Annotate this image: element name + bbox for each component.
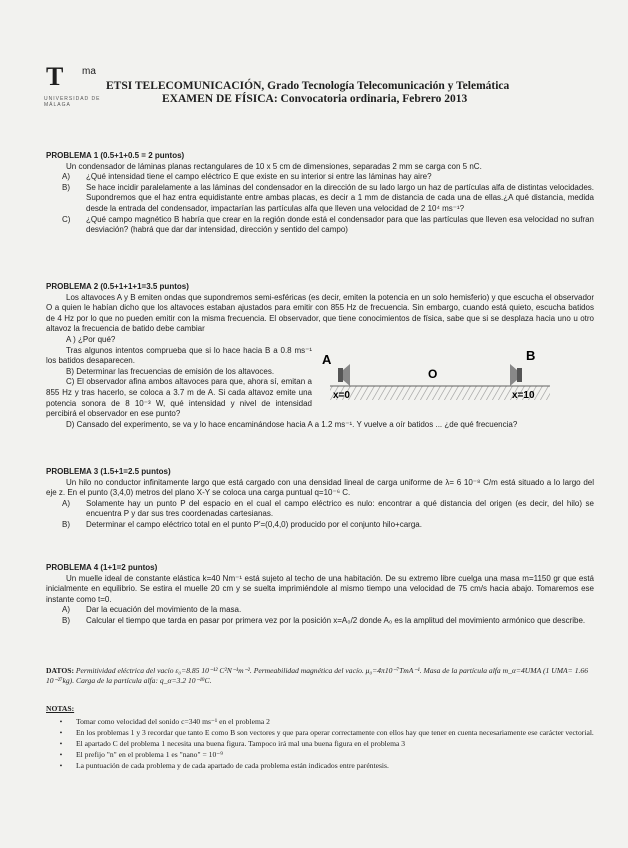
problem-1-item: [62, 215, 594, 236]
notes-section: [46, 703, 594, 771]
problem-1: [46, 151, 594, 236]
bullet-icon: •: [59, 717, 63, 726]
item-text: Solamente hay un punto P del espacio en el cual el campo eléctrico es nulo: encontrar a qué distancia del origen (es decir, del hilo) se encuentra P y dar sus tres coordenadas cartesianas.: [86, 498, 594, 519]
note-text: El prefijo "n" en el problema 1 es "nano" = 10⁻⁹: [76, 750, 223, 759]
logo-subtitle: UNIVERSIDAD DE MÁLAGA: [44, 96, 101, 108]
note-item: [46, 738, 594, 749]
item-text: Dar la ecuación del movimiento de la masa.: [86, 605, 242, 615]
problem-4-title: PROBLEMA 4 (1+1=2 puntos): [46, 563, 158, 572]
bullet-icon: •: [59, 750, 63, 759]
logo-suffix: ma: [82, 66, 96, 77]
note-text: Tomar como velocidad del sonido c=340 ms⁻¹ en el problema 2: [76, 717, 270, 726]
data-text: Permitividad eléctrica del vacío ε₀=8.85 10⁻¹² C²N⁻¹m⁻². Permeabilidad magnética del vacío. μ₀=4π10⁻⁷TmA⁻¹. Masa de la partícula alfa m_α=4UMA (1 UMA= 1.66 10⁻²⁷kg). Carga de la partícula alfa: q_α=3.2 10⁻¹⁹C.: [46, 666, 588, 685]
note-text: En los problemas 1 y 3 recordar que tanto E como B son vectores y que para operar correctamente con ellos hay que tener en cuenta necesariamente ese carácter vectorial.: [76, 728, 594, 737]
item-text: ¿Qué intensidad tiene el campo eléctrico E que existe en su interior si entre las láminas hay aire?: [86, 172, 432, 182]
bullet-icon: •: [59, 728, 63, 737]
note-item: [46, 727, 594, 738]
speaker-b-icon: [510, 364, 522, 386]
item-label: A): [62, 498, 70, 508]
problem-2-title: PROBLEMA 2 (0.5+1+1+1=3.5 puntos): [46, 282, 189, 291]
problem-2-left-column: [46, 335, 312, 420]
problem-1-item: [62, 172, 594, 183]
header-line-2: EXAMEN DE FÍSICA: Convocatoria ordinaria, Febrero 2013: [162, 93, 468, 105]
problem-4-intro: Un muelle ideal de constante elástica k=40 Nm⁻¹ está sujeto al techo de una habitación. De su extremo libre cuelga una masa m=1150 gr que está inicialmente en equilibrio. Se estira el muelle 20 cm y se suelta imprimiéndole al mismo tiempo una velocidad de 75 cm/s hacia abajo. Tomaremos ese instante como t=0.: [46, 573, 594, 604]
position-right-label: x=10: [512, 390, 535, 401]
problem-4-item: [62, 616, 594, 627]
problem-2-question-c: C) El observador afina ambos altavoces para que, ahora sí, emitan a 855 Hz y tras hacerlo, se coloca a 3.7 m de A. Si cada altavoz emite una potencia sonora de 8 10⁻³ W, qué intensidad y nivel de intensidad percibirá el observador en ese punto?: [46, 377, 312, 419]
note-text: La puntuación de cada problema y de cada apartado de cada problema están indicados entre paréntesis.: [76, 761, 389, 770]
data-label: DATOS:: [46, 666, 74, 675]
note-item: [46, 749, 594, 760]
item-label: B): [62, 519, 70, 529]
speaker-a-icon: [338, 364, 350, 386]
bullet-icon: •: [59, 739, 63, 748]
item-label: A): [62, 172, 70, 182]
problem-3-title: PROBLEMA 3 (1.5+1=2.5 puntos): [46, 467, 171, 476]
item-text: Determinar el campo eléctrico total en el punto P'=(0,4,0) producido por el conjunto hilo+carga.: [86, 519, 422, 529]
item-text: ¿Qué campo magnético B habría que crear en la región donde está el condensador para que las partículas que lleven esa velocidad no sufran desviación? (habrá que dar dar intensidad, dirección y sentido del campo): [86, 214, 594, 235]
problem-2-intro: Los altavoces A y B emiten ondas que supondremos semi-esféricas (es decir, emiten la potencia en un solo hemisferio) y que escucha el observador O a quien le habían dicho que los altavoces estaban ajustados para emitir con 855 Hz de frecuencia. Sin embargo, cuando está quieto, escucha batidos de 4 Hz por lo que no pueden emitir con la misma frecuencia. El observador, que tiene conocimientos de física, sabe que si se desplaza hacia uno u otro altavoz la frecuencia de batido debe cambiar: [46, 292, 594, 334]
university-logo: [44, 64, 104, 112]
problem-1-item: [62, 183, 594, 215]
note-item: [46, 716, 594, 727]
bullet-icon: •: [59, 761, 63, 770]
item-label: A): [62, 605, 70, 615]
problem-2-statement: Tras algunos intentos comprueba que si lo hace hacia B a 0.8 ms⁻¹ los batidos desaparecen.: [46, 345, 312, 366]
speakers-diagram: [300, 348, 560, 406]
item-label: B): [62, 182, 70, 192]
problem-4: [46, 563, 594, 627]
speaker-a-label: A: [322, 352, 332, 367]
header-line-1: ETSI TELECOMUNICACIÓN, Grado Tecnología Telecomunicación y Telemática: [106, 80, 510, 92]
exam-header: [106, 80, 576, 106]
note-item: [46, 760, 594, 771]
problem-3: [46, 467, 594, 531]
problem-3-item: [62, 520, 594, 531]
item-text: Calcular el tiempo que tarda en pasar por primera vez por la posición x=A₀/2 donde A₀ es la amplitud del movimiento armónico que describe.: [86, 615, 586, 625]
problem-2-question-d: D) Cansado del experimento, se va y lo hace encaminándose hacia A a 1.2 ms⁻¹. Y vuelve a oír batidos ... ¿de qué frecuencia?: [66, 419, 518, 429]
notes-title: NOTAS:: [46, 704, 75, 713]
position-left-label: x=0: [333, 390, 350, 401]
speaker-b-label: B: [526, 348, 536, 363]
problem-1-intro: Un condensador de láminas planas rectangulares de 10 x 5 cm de dimensiones, separadas 2 mm se carga con 5 nC.: [66, 161, 482, 171]
problem-3-intro: Un hilo no conductor infinitamente largo que está cargado con una densidad lineal de carga uniforme de λ= 6 10⁻⁸ C/m está situado a lo largo del eje z. En el punto (3,4,0) metros del plano X-Y se coloca una carga puntual q=10⁻⁶ C.: [46, 477, 594, 498]
item-label: C): [62, 214, 71, 224]
problem-2-question-a: A ) ¿Por qué?: [66, 334, 116, 344]
item-label: B): [62, 615, 70, 625]
problem-3-item: [62, 499, 594, 520]
problem-4-item: [62, 605, 594, 616]
logo-mark: T: [46, 62, 64, 91]
note-text: El apartado C del problema 1 necesita una buena figura. Tampoco irá mal una buena figura en el problema 3: [76, 739, 406, 748]
observer-label: O: [428, 367, 438, 381]
data-section: [46, 666, 594, 686]
problem-1-title: PROBLEMA 1 (0.5+1+0.5 = 2 puntos): [46, 151, 185, 160]
item-text: Se hace incidir paralelamente a las láminas del condensador en la dirección de su lado largo un haz de partículas alfa de distintas velocidades. Supondremos que el haz entra equidistante entre ambas placas, es decir a 1 mm de distancia de cada una de ellas.¿A qué distancia, medida desde la entrada del condensador, impactarían las partículas alfa que lleven una velocidad de 2 10⁴ ms⁻¹?: [86, 182, 594, 213]
problem-2-question-b: B) Determinar las frecuencias de emisión de los altavoces.: [66, 366, 275, 376]
